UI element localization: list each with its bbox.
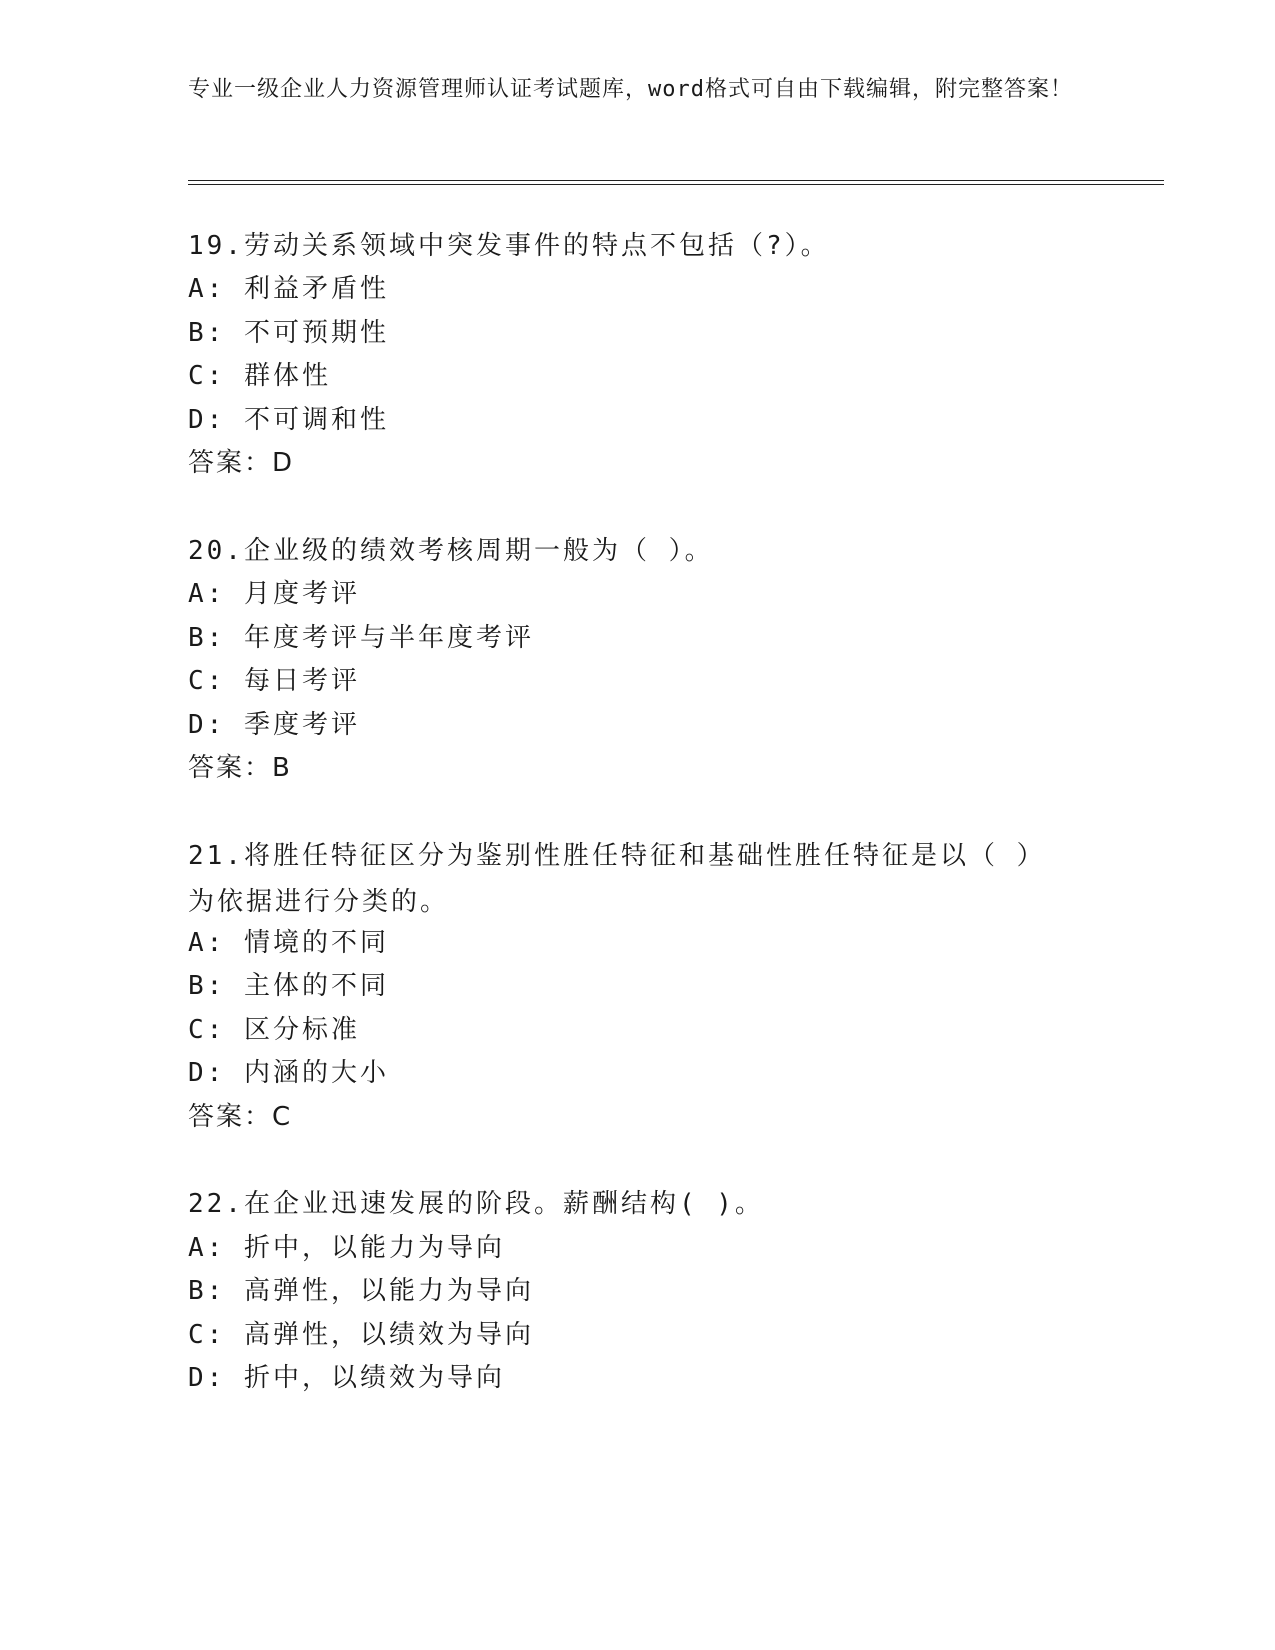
question-22-option-a: A: 折中，以能力为导向 <box>188 1233 505 1263</box>
question-21-option-a: A: 情境的不同 <box>188 928 389 958</box>
question-21-answer: 答案：C <box>188 1102 293 1132</box>
header-divider-bottom <box>188 184 1164 185</box>
question-22-option-d: D: 折中，以绩效为导向 <box>188 1363 505 1393</box>
question-20-answer: 答案：B <box>188 753 292 783</box>
question-20: 20.企业级的绩效考核周期一般为（ ）。 <box>188 536 714 566</box>
question-19-option-d: D: 不可调和性 <box>188 405 389 435</box>
question-19-answer: 答案：D <box>188 448 295 478</box>
question-19: 19.劳动关系领域中突发事件的特点不包括（?）。 <box>188 231 830 261</box>
question-19-option-c: C: 群体性 <box>188 361 331 391</box>
question-21-option-c: C: 区分标准 <box>188 1015 360 1045</box>
question-22: 22.在企业迅速发展的阶段。薪酬结构( )。 <box>188 1189 764 1219</box>
question-19-option-b: B: 不可预期性 <box>188 318 389 348</box>
question-20-option-c: C: 每日考评 <box>188 666 360 696</box>
question-20-option-d: D: 季度考评 <box>188 710 360 740</box>
document-header: 专业一级企业人力资源管理师认证考试题库，word格式可自由下载编辑，附完整答案！ <box>188 77 1073 102</box>
question-21: 21.将胜任特征区分为鉴别性胜任特征和基础性胜任特征是以（ ）为依据进行分类的。 <box>188 841 1046 917</box>
header-divider-top <box>188 180 1164 181</box>
question-22-option-b: B: 高弹性，以能力为导向 <box>188 1276 534 1306</box>
question-21-option-b: B: 主体的不同 <box>188 971 389 1001</box>
question-20-option-b: B: 年度考评与半年度考评 <box>188 623 534 653</box>
question-21-option-d: D: 内涵的大小 <box>188 1058 389 1088</box>
question-22-option-c: C: 高弹性，以绩效为导向 <box>188 1320 534 1350</box>
question-19-option-a: A: 利益矛盾性 <box>188 274 389 304</box>
question-20-option-a: A: 月度考评 <box>188 579 360 609</box>
